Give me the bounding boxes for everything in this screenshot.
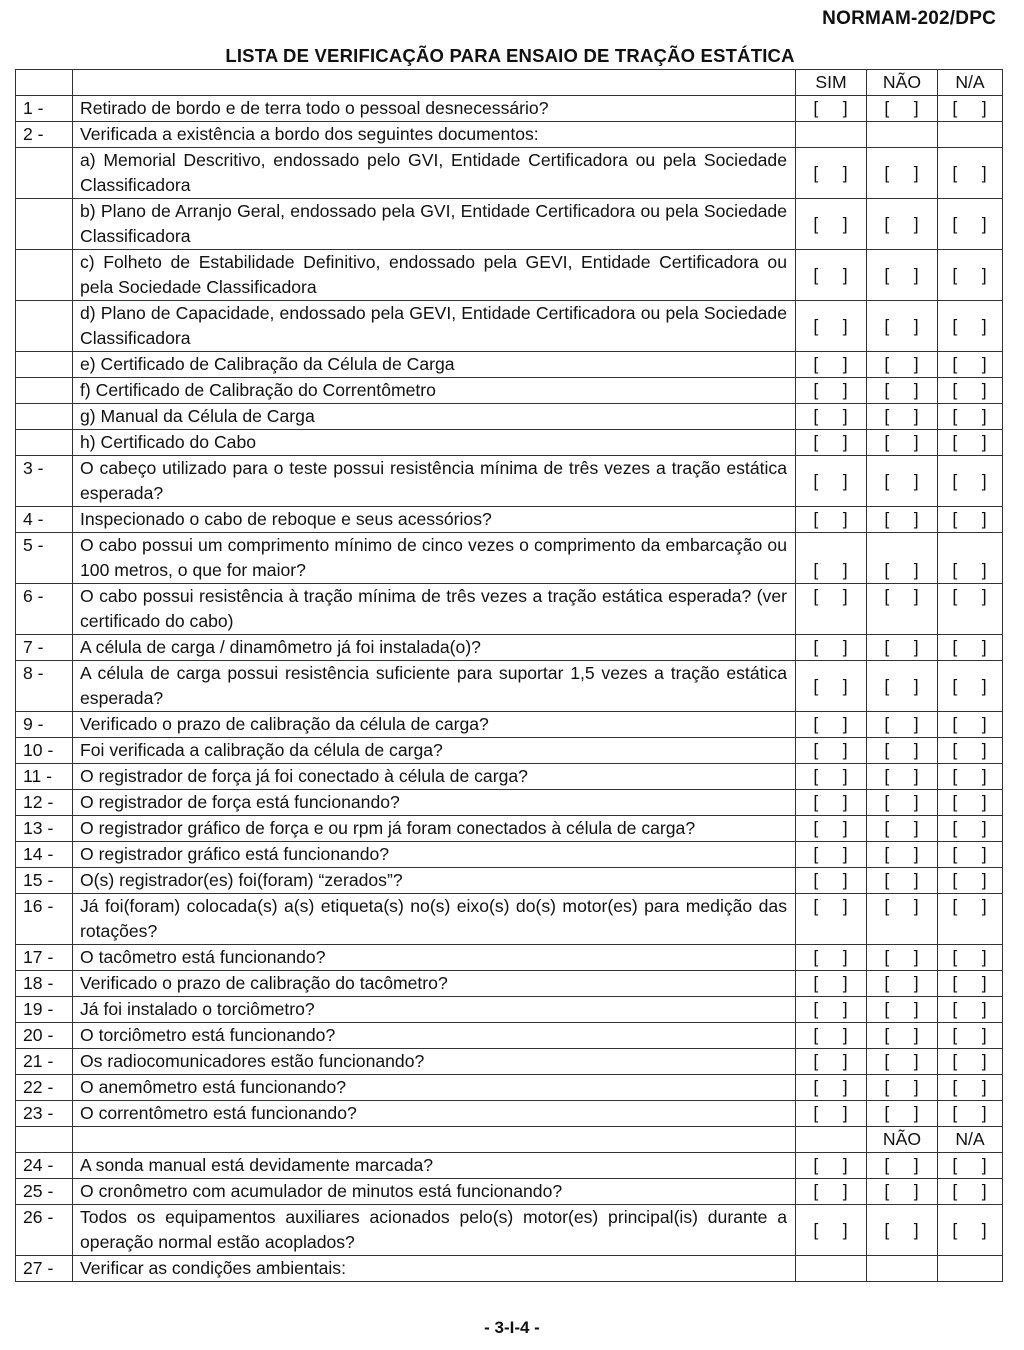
checkbox-sim[interactable]: [ ]: [796, 250, 867, 301]
table-row: [16, 250, 1003, 301]
item-number: 20 -: [16, 1023, 73, 1049]
checkbox-nao[interactable]: [ ]: [867, 661, 938, 712]
checkbox-sim[interactable]: [ ]: [796, 842, 867, 868]
checkbox-sim[interactable]: [ ]: [796, 507, 867, 533]
table-row: [16, 1075, 1003, 1101]
item-number: [16, 301, 73, 352]
item-number: 17 -: [16, 945, 73, 971]
item-number: 8 -: [16, 661, 73, 712]
checkbox-na[interactable]: [ ]: [938, 96, 1003, 122]
item-text: b) Plano de Arranjo Geral, endossado pela GVI, Entidade Certificadora ou pela Sociedade Classificadora: [73, 199, 796, 250]
item-text: O torciômetro está funcionando?: [73, 1023, 796, 1049]
checkbox-nao[interactable]: [ ]: [867, 712, 938, 738]
checkbox-nao[interactable]: [ ]: [867, 816, 938, 842]
table-row: [16, 661, 1003, 712]
item-text: A célula de carga possui resistência suficiente para suportar 1,5 vezes a tração estática esperada?: [73, 661, 796, 712]
item-text: Foi verificada a calibração da célula de carga?: [73, 738, 796, 764]
document-code: NORMAM-202/DPC: [822, 8, 996, 29]
checkbox-na[interactable]: [ ]: [938, 404, 1003, 430]
item-text: f) Certificado de Calibração do Correntômetro: [73, 378, 796, 404]
empty-cell: [867, 122, 938, 148]
item-number: 15 -: [16, 868, 73, 894]
checkbox-sim[interactable]: [ ]: [796, 148, 867, 199]
table-row: [16, 1205, 1003, 1256]
item-text: c) Folheto de Estabilidade Definitivo, endossado pela GEVI, Entidade Certificadora ou pela Sociedade Classificadora: [73, 250, 796, 301]
item-text: Verificado o prazo de calibração do tacômetro?: [73, 971, 796, 997]
table-row: [16, 301, 1003, 352]
checkbox-nao[interactable]: [ ]: [867, 352, 938, 378]
checkbox-nao[interactable]: [ ]: [867, 533, 938, 584]
table-row: [16, 378, 1003, 404]
table-row: [16, 1153, 1003, 1179]
table-row: [16, 868, 1003, 894]
item-text: Já foi instalado o torciômetro?: [73, 997, 796, 1023]
checkbox-sim[interactable]: [ ]: [796, 533, 867, 584]
table-row: [16, 764, 1003, 790]
checkbox-sim[interactable]: [ ]: [796, 378, 867, 404]
table-row: [16, 148, 1003, 199]
checkbox-sim[interactable]: [ ]: [796, 584, 867, 635]
table-row: [16, 790, 1003, 816]
item-text: O anemômetro está funcionando?: [73, 1075, 796, 1101]
checkbox-nao[interactable]: [ ]: [867, 1205, 938, 1256]
table-row: [16, 816, 1003, 842]
item-number: 13 -: [16, 816, 73, 842]
checkbox-na[interactable]: [ ]: [938, 1205, 1003, 1256]
checkbox-na[interactable]: [ ]: [938, 456, 1003, 507]
item-number: 19 -: [16, 997, 73, 1023]
checkbox-nao[interactable]: [ ]: [867, 1153, 938, 1179]
table-row: [16, 1101, 1003, 1127]
table-row: [16, 404, 1003, 430]
checkbox-nao[interactable]: [ ]: [867, 764, 938, 790]
item-text: O registrador de força está funcionando?: [73, 790, 796, 816]
item-number: [16, 148, 73, 199]
header-blank: [16, 70, 73, 96]
checkbox-sim[interactable]: [ ]: [796, 1179, 867, 1205]
checkbox-nao[interactable]: [ ]: [867, 199, 938, 250]
item-text: Verificada a existência a bordo dos seguintes documentos:: [73, 122, 796, 148]
checkbox-sim[interactable]: [ ]: [796, 96, 867, 122]
item-text: Retirado de bordo e de terra todo o pessoal desnecessário?: [73, 96, 796, 122]
checkbox-na[interactable]: [ ]: [938, 1153, 1003, 1179]
checkbox-sim[interactable]: [ ]: [796, 661, 867, 712]
item-number: [16, 378, 73, 404]
table-row: [16, 199, 1003, 250]
checkbox-na[interactable]: [ ]: [938, 533, 1003, 584]
col-na: N/A: [938, 70, 1003, 96]
col-nao: NÃO: [867, 70, 938, 96]
table-row: [16, 1256, 1003, 1282]
table-row: [16, 712, 1003, 738]
item-number: 27 -: [16, 1256, 73, 1282]
checkbox-sim[interactable]: [ ]: [796, 1075, 867, 1101]
checkbox-nao[interactable]: [ ]: [867, 945, 938, 971]
table-row: [16, 1179, 1003, 1205]
checkbox-na[interactable]: [ ]: [938, 816, 1003, 842]
item-text: Todos os equipamentos auxiliares acionados pelo(s) motor(es) principal(is) durante a operação normal estão acoplados?: [73, 1205, 796, 1256]
table-row: [16, 96, 1003, 122]
item-number: 10 -: [16, 738, 73, 764]
header-blank: [16, 1127, 73, 1153]
item-number: 4 -: [16, 507, 73, 533]
checkbox-na[interactable]: [ ]: [938, 764, 1003, 790]
col-nao: NÃO: [867, 1127, 938, 1153]
checkbox-sim[interactable]: [ ]: [796, 868, 867, 894]
table-row: [16, 738, 1003, 764]
checkbox-nao[interactable]: [ ]: [867, 894, 938, 945]
checklist-title: LISTA DE VERIFICAÇÃO PARA ENSAIO DE TRAÇÃO ESTÁTICA: [225, 45, 795, 66]
checkbox-na[interactable]: [ ]: [938, 661, 1003, 712]
checkbox-na[interactable]: [ ]: [938, 790, 1003, 816]
item-text: O cabo possui resistência à tração mínima de três vezes a tração estática esperada? (ver certificado do cabo): [73, 584, 796, 635]
header-blank: [73, 70, 796, 96]
item-text: Verificar as condições ambientais:: [73, 1256, 796, 1282]
checkbox-na[interactable]: [ ]: [938, 868, 1003, 894]
checkbox-na[interactable]: [ ]: [938, 378, 1003, 404]
checkbox-na[interactable]: [ ]: [938, 1049, 1003, 1075]
item-number: [16, 430, 73, 456]
checkbox-na[interactable]: [ ]: [938, 712, 1003, 738]
item-text: O(s) registrador(es) foi(foram) “zerados”?: [73, 868, 796, 894]
checkbox-sim[interactable]: [ ]: [796, 894, 867, 945]
item-number: 26 -: [16, 1205, 73, 1256]
checkbox-na[interactable]: [ ]: [938, 148, 1003, 199]
checkbox-sim[interactable]: [ ]: [796, 764, 867, 790]
item-number: 3 -: [16, 456, 73, 507]
item-number: 9 -: [16, 712, 73, 738]
item-number: 22 -: [16, 1075, 73, 1101]
col-sim: SIM: [796, 70, 867, 96]
checkbox-na[interactable]: [ ]: [938, 635, 1003, 661]
item-text: A sonda manual está devidamente marcada?: [73, 1153, 796, 1179]
item-number: 16 -: [16, 894, 73, 945]
checkbox-sim[interactable]: [ ]: [796, 1101, 867, 1127]
table-row: [16, 430, 1003, 456]
item-text: O tacômetro está funcionando?: [73, 945, 796, 971]
checkbox-na[interactable]: [ ]: [938, 842, 1003, 868]
table-row: [16, 635, 1003, 661]
item-text: O cronômetro com acumulador de minutos está funcionando?: [73, 1179, 796, 1205]
checkbox-sim[interactable]: [ ]: [796, 1023, 867, 1049]
item-text: Verificado o prazo de calibração da célula de carga?: [73, 712, 796, 738]
checkbox-nao[interactable]: [ ]: [867, 1101, 938, 1127]
checkbox-nao[interactable]: [ ]: [867, 1049, 938, 1075]
item-number: 12 -: [16, 790, 73, 816]
checkbox-nao[interactable]: [ ]: [867, 868, 938, 894]
checkbox-nao[interactable]: [ ]: [867, 1179, 938, 1205]
item-text: Inspecionado o cabo de reboque e seus acessórios?: [73, 507, 796, 533]
checkbox-na[interactable]: [ ]: [938, 1101, 1003, 1127]
empty-cell: [796, 1256, 867, 1282]
checkbox-na[interactable]: [ ]: [938, 894, 1003, 945]
item-number: 1 -: [16, 96, 73, 122]
empty-cell: [938, 1256, 1003, 1282]
checkbox-na[interactable]: [ ]: [938, 1023, 1003, 1049]
checkbox-na[interactable]: [ ]: [938, 997, 1003, 1023]
item-number: 25 -: [16, 1179, 73, 1205]
checkbox-na[interactable]: [ ]: [938, 301, 1003, 352]
checkbox-nao[interactable]: [ ]: [867, 148, 938, 199]
table-row: [16, 842, 1003, 868]
checkbox-nao[interactable]: [ ]: [867, 584, 938, 635]
checkbox-sim[interactable]: [ ]: [796, 199, 867, 250]
table-row: [16, 945, 1003, 971]
checkbox-nao[interactable]: [ ]: [867, 997, 938, 1023]
checkbox-na[interactable]: [ ]: [938, 738, 1003, 764]
checkbox-na[interactable]: [ ]: [938, 945, 1003, 971]
item-number: 6 -: [16, 584, 73, 635]
col-na: N/A: [938, 1127, 1003, 1153]
table-row: [16, 533, 1003, 584]
checkbox-sim[interactable]: [ ]: [796, 430, 867, 456]
checkbox-sim[interactable]: [ ]: [796, 352, 867, 378]
checklist-table: [15, 69, 1003, 1282]
item-number: [16, 404, 73, 430]
checkbox-nao[interactable]: [ ]: [867, 738, 938, 764]
table-row: [16, 456, 1003, 507]
checkbox-nao[interactable]: [ ]: [867, 635, 938, 661]
checkbox-na[interactable]: [ ]: [938, 352, 1003, 378]
checkbox-nao[interactable]: [ ]: [867, 1075, 938, 1101]
checkbox-na[interactable]: [ ]: [938, 971, 1003, 997]
table-row: [16, 584, 1003, 635]
checkbox-nao[interactable]: [ ]: [867, 842, 938, 868]
checkbox-sim[interactable]: [ ]: [796, 1049, 867, 1075]
item-number: 24 -: [16, 1153, 73, 1179]
checkbox-na[interactable]: [ ]: [938, 250, 1003, 301]
checkbox-na[interactable]: [ ]: [938, 199, 1003, 250]
item-number: 21 -: [16, 1049, 73, 1075]
item-number: 14 -: [16, 842, 73, 868]
table-row: [16, 1023, 1003, 1049]
checkbox-sim[interactable]: [ ]: [796, 404, 867, 430]
item-text: O registrador de força já foi conectado à célula de carga?: [73, 764, 796, 790]
item-text: O cabeço utilizado para o teste possui resistência mínima de três vezes a tração estática esperada?: [73, 456, 796, 507]
checkbox-na[interactable]: [ ]: [938, 584, 1003, 635]
empty-cell: [796, 122, 867, 148]
checkbox-sim[interactable]: [ ]: [796, 738, 867, 764]
checkbox-na[interactable]: [ ]: [938, 430, 1003, 456]
item-number: 5 -: [16, 533, 73, 584]
item-text: Já foi(foram) colocada(s) a(s) etiqueta(s) no(s) eixo(s) do(s) motor(es) para medição das rotações?: [73, 894, 796, 945]
checkbox-sim[interactable]: [ ]: [796, 816, 867, 842]
checkbox-na[interactable]: [ ]: [938, 507, 1003, 533]
table-row: [16, 971, 1003, 997]
empty-cell: [867, 1256, 938, 1282]
item-number: 23 -: [16, 1101, 73, 1127]
checkbox-sim[interactable]: [ ]: [796, 1205, 867, 1256]
checkbox-sim[interactable]: [ ]: [796, 456, 867, 507]
table-row: [16, 894, 1003, 945]
item-text: e) Certificado de Calibração da Célula de Carga: [73, 352, 796, 378]
header-blank: [796, 1127, 867, 1153]
empty-cell: [938, 122, 1003, 148]
checkbox-nao[interactable]: [ ]: [867, 456, 938, 507]
checkbox-nao[interactable]: [ ]: [867, 1023, 938, 1049]
item-text: g) Manual da Célula de Carga: [73, 404, 796, 430]
checkbox-nao[interactable]: [ ]: [867, 96, 938, 122]
page-number: - 3-I-4 -: [484, 1318, 540, 1337]
item-text: d) Plano de Capacidade, endossado pela GEVI, Entidade Certificadora ou pela Sociedade Classificadora: [73, 301, 796, 352]
checkbox-nao[interactable]: [ ]: [867, 301, 938, 352]
table-row: [16, 997, 1003, 1023]
checkbox-nao[interactable]: [ ]: [867, 378, 938, 404]
checkbox-sim[interactable]: [ ]: [796, 635, 867, 661]
item-text: Os radiocomunicadores estão funcionando?: [73, 1049, 796, 1075]
checkbox-na[interactable]: [ ]: [938, 1075, 1003, 1101]
item-number: 11 -: [16, 764, 73, 790]
item-number: 18 -: [16, 971, 73, 997]
checkbox-nao[interactable]: [ ]: [867, 790, 938, 816]
item-text: O registrador gráfico de força e ou rpm já foram conectados à célula de carga?: [73, 816, 796, 842]
table-row: [16, 1049, 1003, 1075]
checkbox-sim[interactable]: [ ]: [796, 301, 867, 352]
checkbox-sim[interactable]: [ ]: [796, 945, 867, 971]
checkbox-nao[interactable]: [ ]: [867, 250, 938, 301]
item-number: 7 -: [16, 635, 73, 661]
checkbox-nao[interactable]: [ ]: [867, 507, 938, 533]
item-number: 2 -: [16, 122, 73, 148]
item-number: [16, 199, 73, 250]
item-number: [16, 250, 73, 301]
item-text: O correntômetro está funcionando?: [73, 1101, 796, 1127]
table-row: [16, 352, 1003, 378]
checkbox-na[interactable]: [ ]: [938, 1179, 1003, 1205]
item-text: O cabo possui um comprimento mínimo de cinco vezes o comprimento da embarcação ou 100 metros, o que for maior?: [73, 533, 796, 584]
item-text: a) Memorial Descritivo, endossado pelo GVI, Entidade Certificadora ou pela Sociedade Classificadora: [73, 148, 796, 199]
checkbox-sim[interactable]: [ ]: [796, 712, 867, 738]
checkbox-nao[interactable]: [ ]: [867, 971, 938, 997]
checkbox-nao[interactable]: [ ]: [867, 430, 938, 456]
header-blank: [73, 1127, 796, 1153]
checkbox-sim[interactable]: [ ]: [796, 790, 867, 816]
checkbox-sim[interactable]: [ ]: [796, 997, 867, 1023]
checkbox-sim[interactable]: [ ]: [796, 971, 867, 997]
checkbox-nao[interactable]: [ ]: [867, 404, 938, 430]
item-text: h) Certificado do Cabo: [73, 430, 796, 456]
column-header-row: [16, 1127, 1003, 1153]
item-text: A célula de carga / dinamômetro já foi instalada(o)?: [73, 635, 796, 661]
item-number: [16, 352, 73, 378]
checkbox-sim[interactable]: [ ]: [796, 1153, 867, 1179]
table-row: [16, 122, 1003, 148]
item-text: O registrador gráfico está funcionando?: [73, 842, 796, 868]
table-row: [16, 507, 1003, 533]
column-header-row: [16, 70, 1003, 96]
